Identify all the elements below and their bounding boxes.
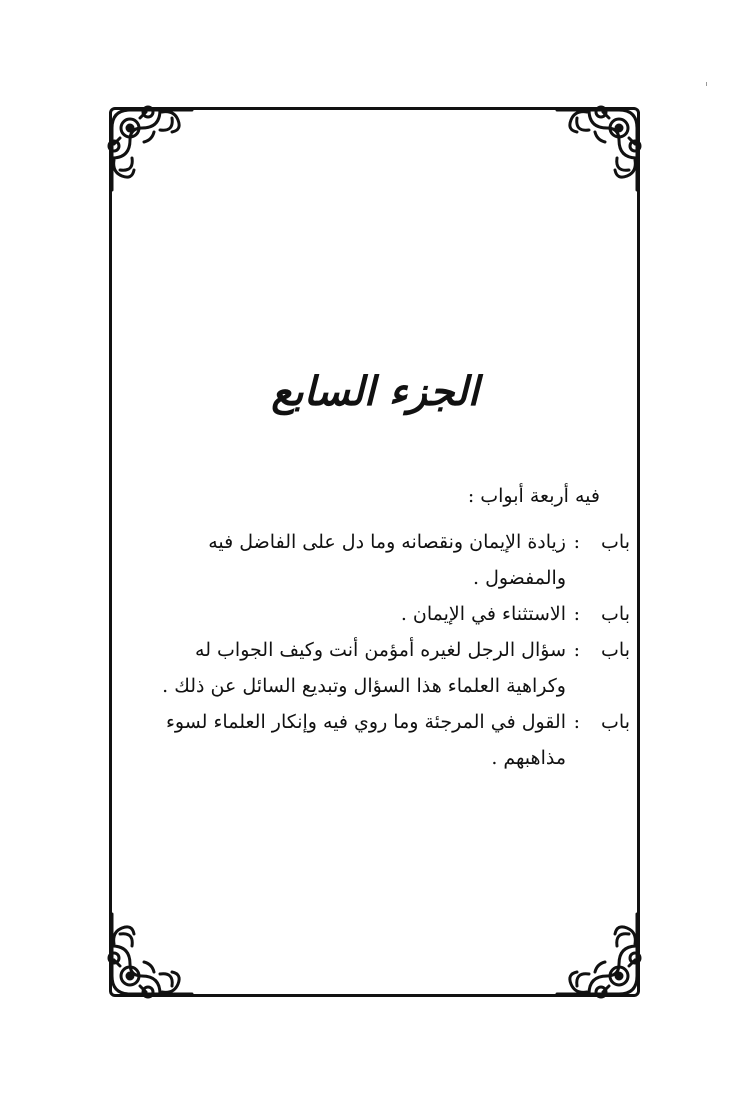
chapter-entry (140, 704, 630, 776)
chapter-entry (140, 632, 630, 704)
chapter-text: الاستثناء في الإيمان . (400, 603, 566, 625)
chapter-label: باب (601, 711, 630, 733)
corner-ornament-icon (100, 98, 196, 194)
scan-mark (706, 82, 707, 86)
table-of-contents (140, 478, 630, 776)
chapter-colon: : (573, 531, 580, 553)
chapter-colon: : (573, 603, 580, 625)
chapter-colon: : (573, 639, 580, 661)
corner-ornament-icon (100, 910, 196, 1006)
chapter-entry (140, 524, 630, 596)
chapter-label: باب (601, 639, 630, 661)
intro-line: فيه أربعة أبواب : (467, 485, 600, 507)
chapter-text: زيادة الإيمان ونقصانه وما دل على الفاضل فيه والمفضول . (208, 531, 566, 589)
part-title: الجزء السابع (271, 368, 479, 415)
chapter-text: سؤال الرجل لغيره أمؤمن أنت وكيف الجواب له وكراهية العلماء هذا السؤال وتبديع السائل عن ذلك . (162, 639, 566, 697)
chapter-label: باب (601, 603, 630, 625)
corner-ornament-icon (553, 98, 649, 194)
chapter-entry (140, 596, 630, 632)
chapter-colon: : (573, 711, 580, 733)
corner-ornament-icon (553, 910, 649, 1006)
chapter-text: القول في المرجئة وما روي فيه وإنكار العلماء لسوء مذاهبهم . (165, 711, 566, 769)
chapter-label: باب (601, 531, 630, 553)
